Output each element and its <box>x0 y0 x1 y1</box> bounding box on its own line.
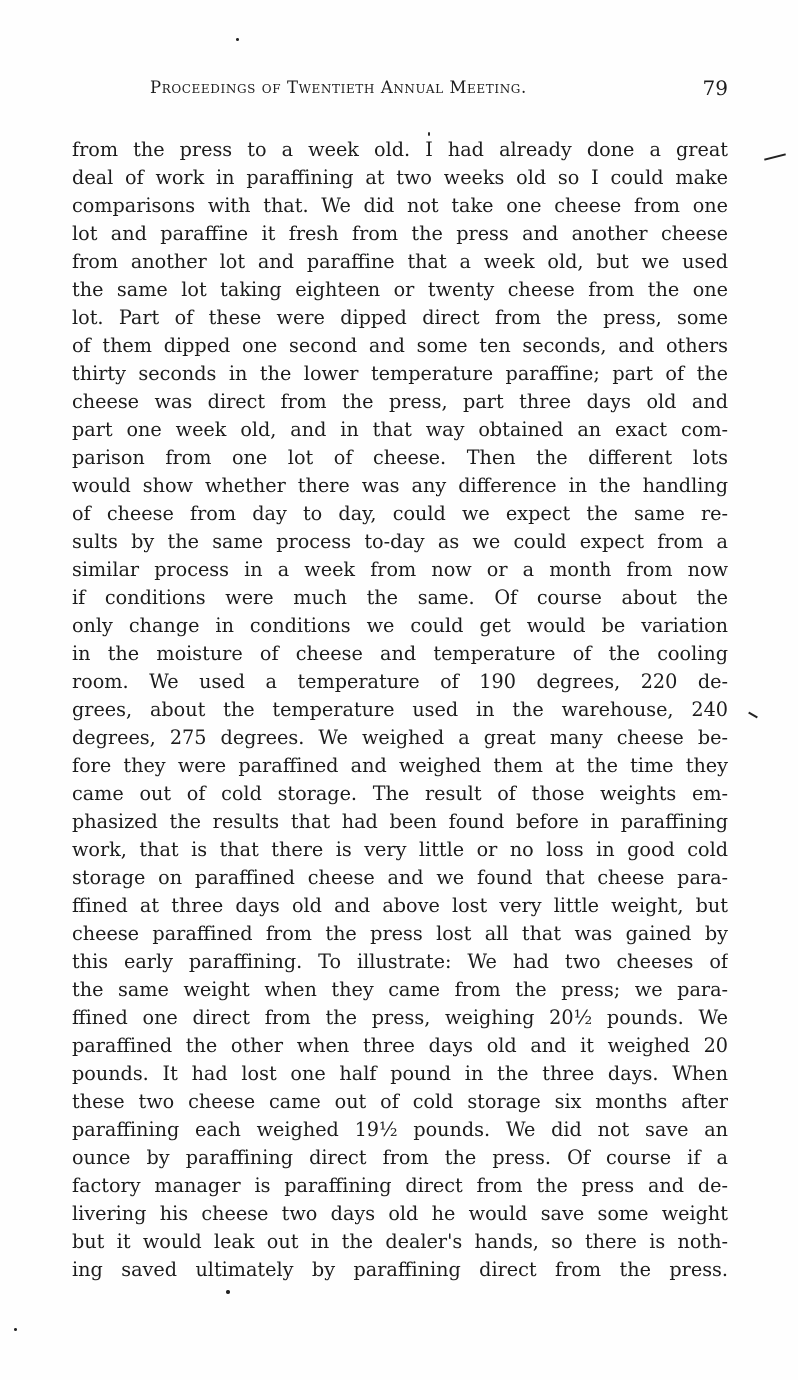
margin-mark <box>748 712 758 719</box>
text-line: cheese paraffined from the press lost all that was gained by <box>72 922 728 945</box>
text-line: lot and paraffine it fresh from the press and another cheese <box>72 222 728 245</box>
text-line: this early paraffining. To illustrate: We had two cheeses of <box>72 950 728 973</box>
text-line: of them dipped one second and some ten seconds, and others <box>72 334 728 357</box>
print-speck <box>14 1328 17 1331</box>
text-line: in the moisture of cheese and temperature of the cooling <box>72 642 728 665</box>
text-line: room. We used a temperature of 190 degrees, 220 de- <box>72 670 728 693</box>
print-speck <box>236 38 239 41</box>
text-line: the same weight when they came from the press; we para- <box>72 978 728 1001</box>
text-line: factory manager is paraffining direct from the press and de- <box>72 1174 728 1197</box>
text-line: ffined at three days old and above lost very little weight, but <box>72 894 728 917</box>
text-line: part one week old, and in that way obtained an exact com- <box>72 418 728 441</box>
running-head <box>150 76 728 106</box>
text-line: these two cheese came out of cold storage six months after <box>72 1090 728 1113</box>
text-line: paraffined the other when three days old and it weighed 20 <box>72 1034 728 1057</box>
text-line: degrees, 275 degrees. We weighed a great many cheese be- <box>72 726 728 749</box>
text-line: deal of work in paraffining at two weeks old so I could make <box>72 166 728 189</box>
text-line: ffined one direct from the press, weighing 20½ pounds. We <box>72 1006 728 1029</box>
text-line: but it would leak out in the dealer's hands, so there is noth- <box>72 1230 728 1253</box>
text-line: phasized the results that had been found before in paraffining <box>72 810 728 833</box>
text-line: parison from one lot of cheese. Then the different lots <box>72 446 728 469</box>
text-line: thirty seconds in the lower temperature paraffine; part of the <box>72 362 728 385</box>
text-line: ounce by paraffining direct from the press. Of course if a <box>72 1146 728 1169</box>
text-line: if conditions were much the same. Of course about the <box>72 586 728 609</box>
page-number: 79 <box>702 76 728 100</box>
text-line: only change in conditions we could get would be variation <box>72 614 728 637</box>
text-line: came out of cold storage. The result of those weights em- <box>72 782 728 805</box>
text-line: lot. Part of these were dipped direct from the press, some <box>72 306 728 329</box>
text-line: pounds. It had lost one half pound in the three days. When <box>72 1062 728 1085</box>
margin-mark <box>764 153 786 160</box>
text-line: work, that is that there is very little or no loss in good cold <box>72 838 728 861</box>
body-text <box>72 136 728 1284</box>
text-line: the same lot taking eighteen or twenty cheese from the one <box>72 278 728 301</box>
text-line: paraffining each weighed 19½ pounds. We did not save an <box>72 1118 728 1141</box>
text-line: fore they were paraffined and weighed them at the time they <box>72 754 728 777</box>
text-line: cheese was direct from the press, part three days old and <box>72 390 728 413</box>
text-line: sults by the same process to-day as we could expect from a <box>72 530 728 553</box>
text-line: similar process in a week from now or a month from now <box>72 558 728 581</box>
text-line: from the press to a week old. I had already done a great <box>72 138 728 161</box>
text-line: livering his cheese two days old he would save some weight <box>72 1202 728 1225</box>
text-line: of cheese from day to day, could we expect the same re- <box>72 502 728 525</box>
print-speck <box>226 1290 230 1294</box>
text-line: grees, about the temperature used in the warehouse, 240 <box>72 698 728 721</box>
running-title: Proceedings of Twentieth Annual Meeting. <box>150 78 527 97</box>
text-line: ing saved ultimately by paraffining direct from the press. <box>72 1258 728 1281</box>
text-line: storage on paraffined cheese and we found that cheese para- <box>72 866 728 889</box>
text-line: would show whether there was any difference in the handling <box>72 474 728 497</box>
text-line: comparisons with that. We did not take one cheese from one <box>72 194 728 217</box>
text-line: from another lot and paraffine that a week old, but we used <box>72 250 728 273</box>
